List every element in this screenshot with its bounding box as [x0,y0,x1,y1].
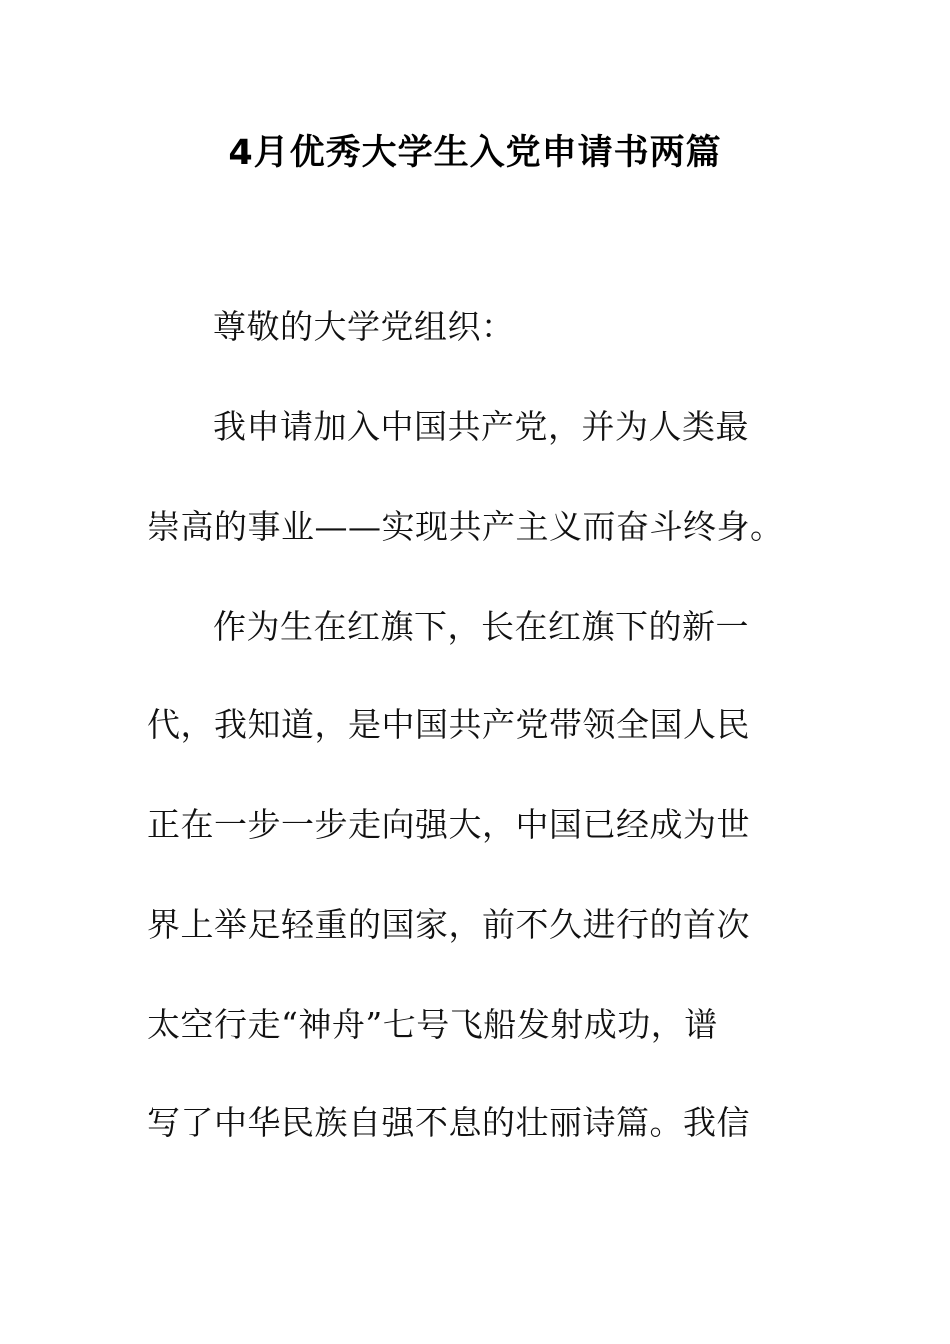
paragraph-line: 代，我知道，是中国共产党带领全国人民 [147,705,750,744]
paragraph-line: 作为生在红旗下，长在红旗下的新一 [213,607,749,646]
paragraph-line: 崇高的事业——实现共产主义而奋斗终身。 [147,507,784,546]
paragraph-line: 正在一步一步走向强大，中国已经成为世 [147,805,750,844]
paragraph-line: 界上举足轻重的国家，前不久进行的首次 [147,905,750,944]
paragraph-line: 写了中华民族自强不息的壮丽诗篇。我信 [147,1103,750,1142]
paragraph-line: 太空行走“神舟”七号飞船发射成功，谱 [147,1005,718,1044]
paragraph-line: 我申请加入中国共产党，并为人类最 [213,407,749,446]
salutation-line: 尊敬的大学党组织： [213,307,515,346]
document-title: 4月优秀大学生入党申请书两篇 [228,133,722,173]
